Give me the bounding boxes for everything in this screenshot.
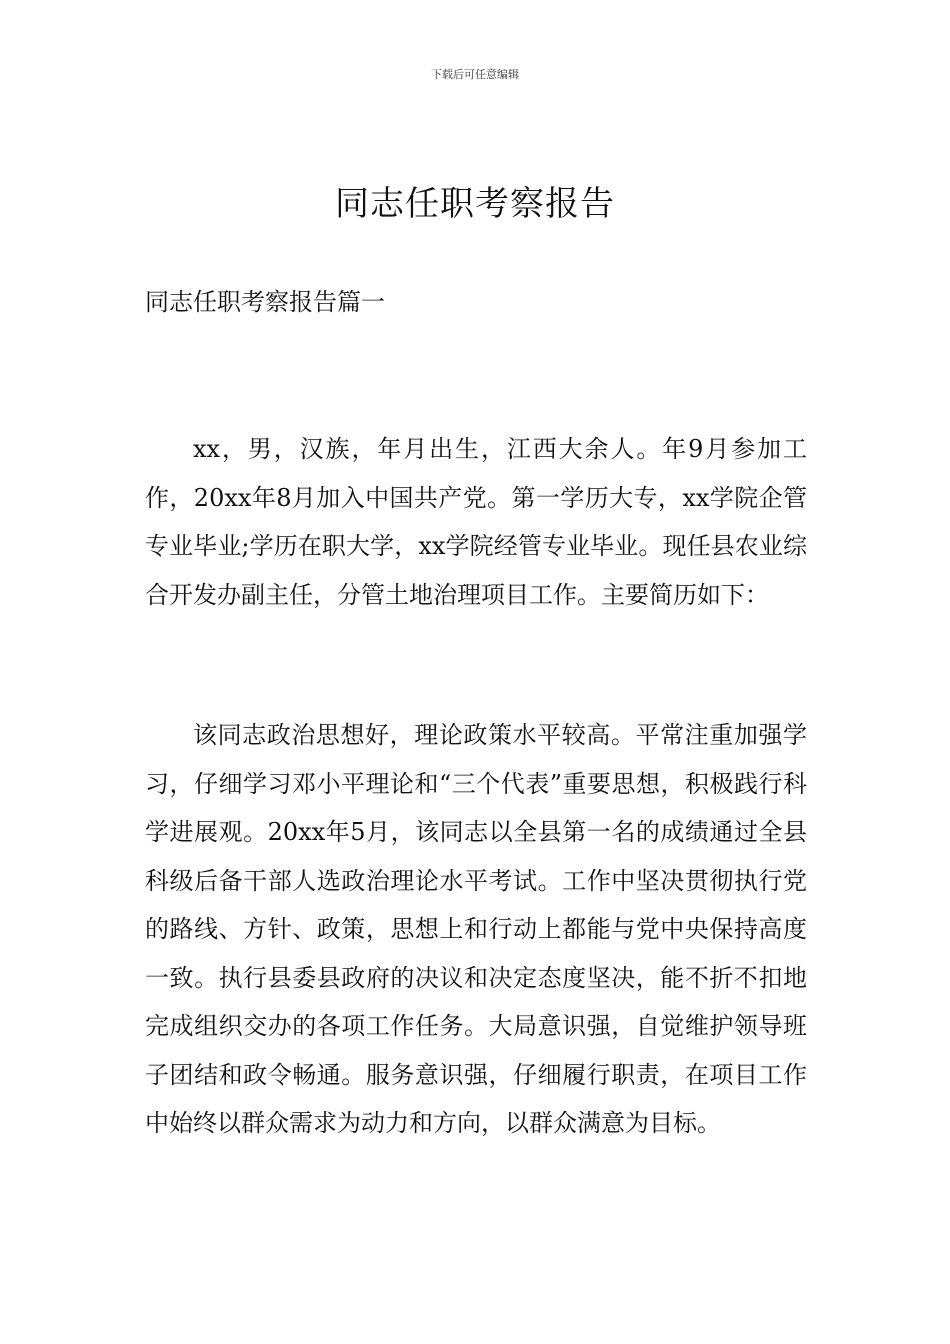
header-note: 下载后可任意编辑 [431, 68, 519, 81]
document-title: 同志任职考察报告 [335, 184, 615, 224]
paragraph-assessment: 该同志政治思想好，理论政策水平较高。平常注重加强学习，仔细学习邓小平理论和“三个代表”重要思想，积极践行科学进展观。20xx年5月，该同志以全县第一名的成绩通过全县科级后备干部人选政治理论水平考试。工作中坚决贯彻执行党的路线、方针、政策，思想上和行动上都能与党中央保持高度一致。执行县委县政府的决议和决定态度坚决，能不折不扣地完成组织交办的各项工作任务。大局意识强，自觉维护领导班子团结和政令畅通。服务意识强，仔细履行职责，在项目工作中始终以群众需求为动力和方向，以群众满意为目标。 [145, 721, 807, 1137]
paragraph-biography: xx，男，汉族，年月出生，江西大余人。年9月参加工作，20xx年8月加入中国共产党。第一学历大专，xx学院企管专业毕业;学历在职大学，xx学院经管专业毕业。现任县农业综合开发办副主任，分管土地治理项目工作。主要简历如下： [145, 435, 807, 609]
section-heading: 同志任职考察报告篇一 [145, 288, 385, 316]
